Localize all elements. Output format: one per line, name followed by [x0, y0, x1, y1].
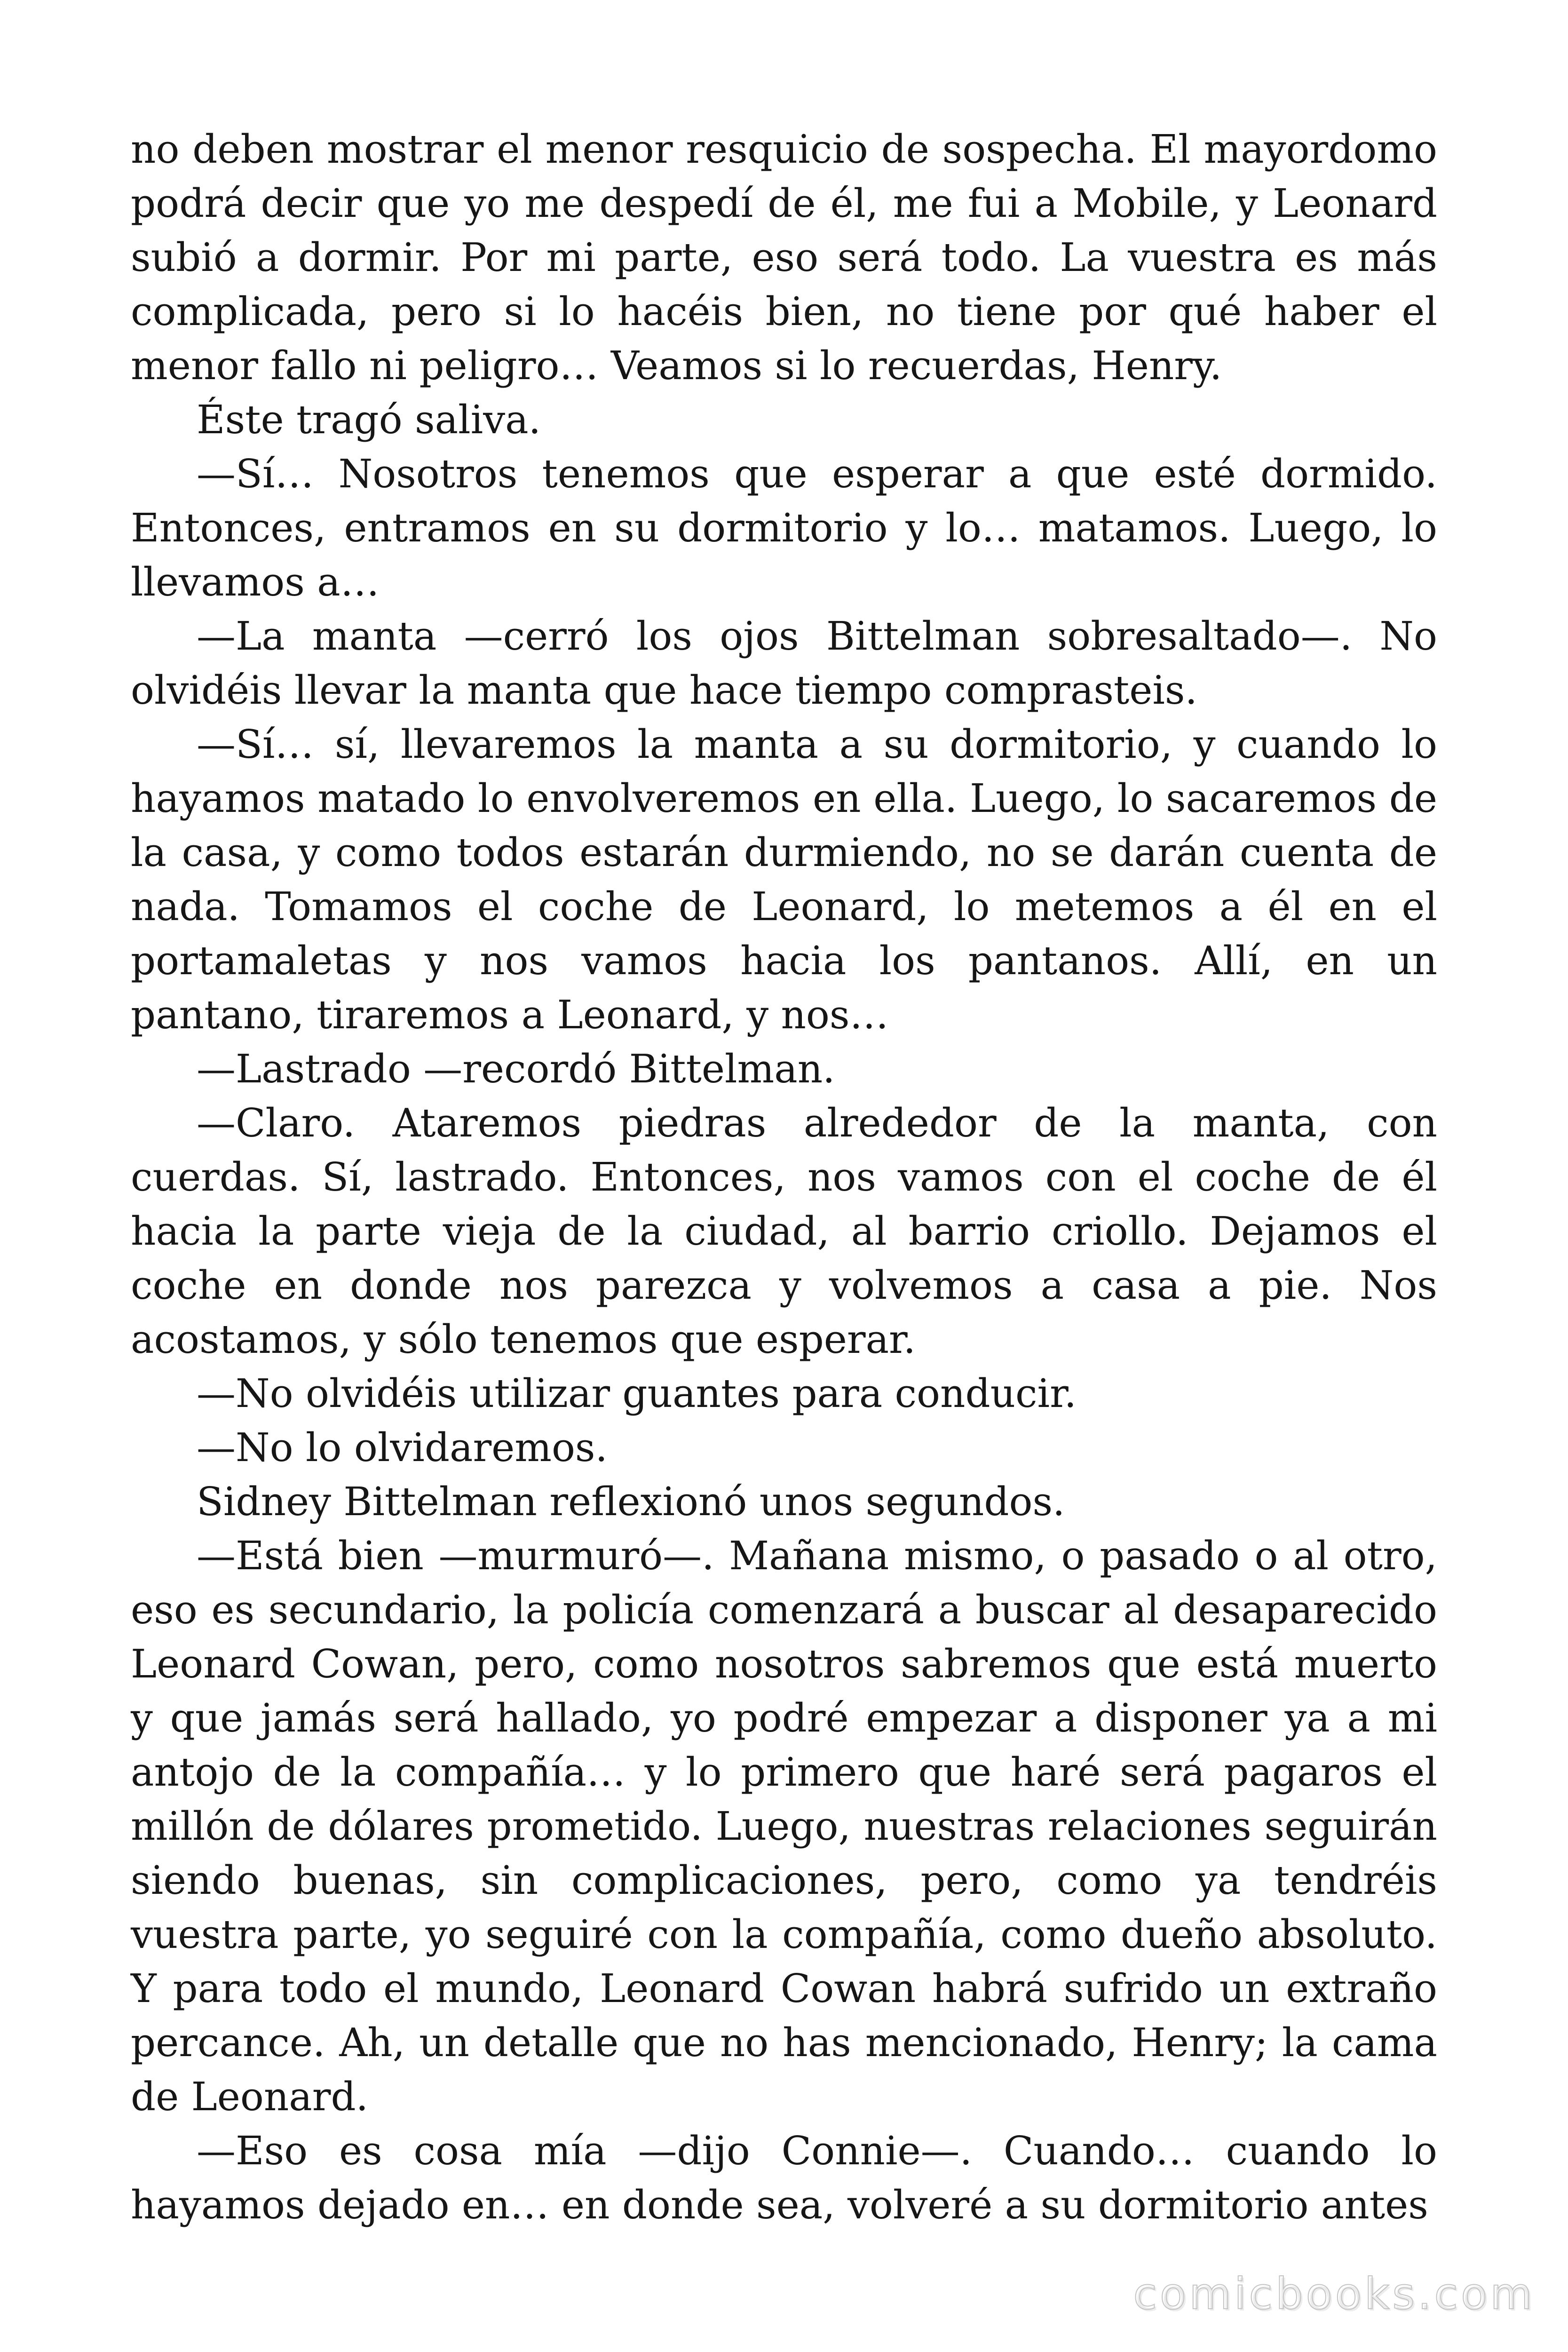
paragraph: Éste tragó saliva.: [197, 397, 541, 443]
paragraph: —No lo olvidaremos.: [197, 1425, 608, 1470]
paragraph: —La manta —cerró los ojos Bittelman sobresaltado—. No olvidéis llevar la manta que hace tiempo comprasteis.: [131, 613, 1437, 713]
book-page: [131, 122, 1437, 2239]
paragraph: Sidney Bittelman reflexionó unos segundos.: [197, 1479, 1065, 1525]
paragraph: —Sí… Nosotros tenemos que esperar a que esté dormido. Entonces, entramos en su dormitorio y lo… matamos. Luego, lo llevamos a…: [131, 451, 1437, 605]
body-text: [131, 122, 1437, 2232]
watermark: comicbooks.com: [1133, 2269, 1535, 2319]
paragraph: no deben mostrar el menor resquicio de sospecha. El mayordomo podrá decir que yo me despedí de él, me fui a Mobile, y Leonard subió a dormir. Por mi parte, eso será todo. La vuestra es más complicada, pero si lo hacéis bien, no tiene por qué haber el menor fallo ni peligro… Veamos si lo recuerdas, Henry.: [131, 127, 1437, 389]
paragraph: —Eso es cosa mía —dijo Connie—. Cuando… cuando lo hayamos dejado en… en donde sea, volveré a su dormitorio antes: [131, 2128, 1437, 2228]
paragraph: —Sí… sí, llevaremos la manta a su dormitorio, y cuando lo hayamos matado lo envolveremos en ella. Luego, lo sacaremos de la casa, y como todos estarán durmiendo, no se darán cuenta de nada. Tomamos el coche de Leonard, lo metemos a él en el portamaletas y nos vamos hacia los pantanos. Allí, en un pantano, tiraremos a Leonard, y nos…: [131, 722, 1437, 1038]
paragraph: —No olvidéis utilizar guantes para conducir.: [197, 1371, 1077, 1416]
paragraph: —Está bien —murmuró—. Mañana mismo, o pasado o al otro, eso es secundario, la policía comenzará a buscar al desaparecido Leonard Cowan, pero, como nosotros sabremos que está muerto y que jamás será hallado, yo podré empezar a disponer ya a mi antojo de la compañía… y lo primero que haré será pagaros el millón de dólares prometido. Luego, nuestras relaciones seguirán siendo buenas, sin complicaciones, pero, como ya tendréis vuestra parte, yo seguiré con la compañía, como dueño absoluto. Y para todo el mundo, Leonard Cowan habrá sufrido un extraño percance. Ah, un detalle que no has mencionado, Henry; la cama de Leonard.: [131, 1533, 1437, 2120]
paragraph: —Claro. Ataremos piedras alrededor de la manta, con cuerdas. Sí, lastrado. Entonces, nos vamos con el coche de él hacia la parte vieja de la ciudad, al barrio criollo. Dejamos el coche en donde nos parezca y volvemos a casa a pie. Nos acostamos, y sólo tenemos que esperar.: [131, 1100, 1437, 1362]
paragraph: —Lastrado —recordó Bittelman.: [197, 1046, 835, 1092]
